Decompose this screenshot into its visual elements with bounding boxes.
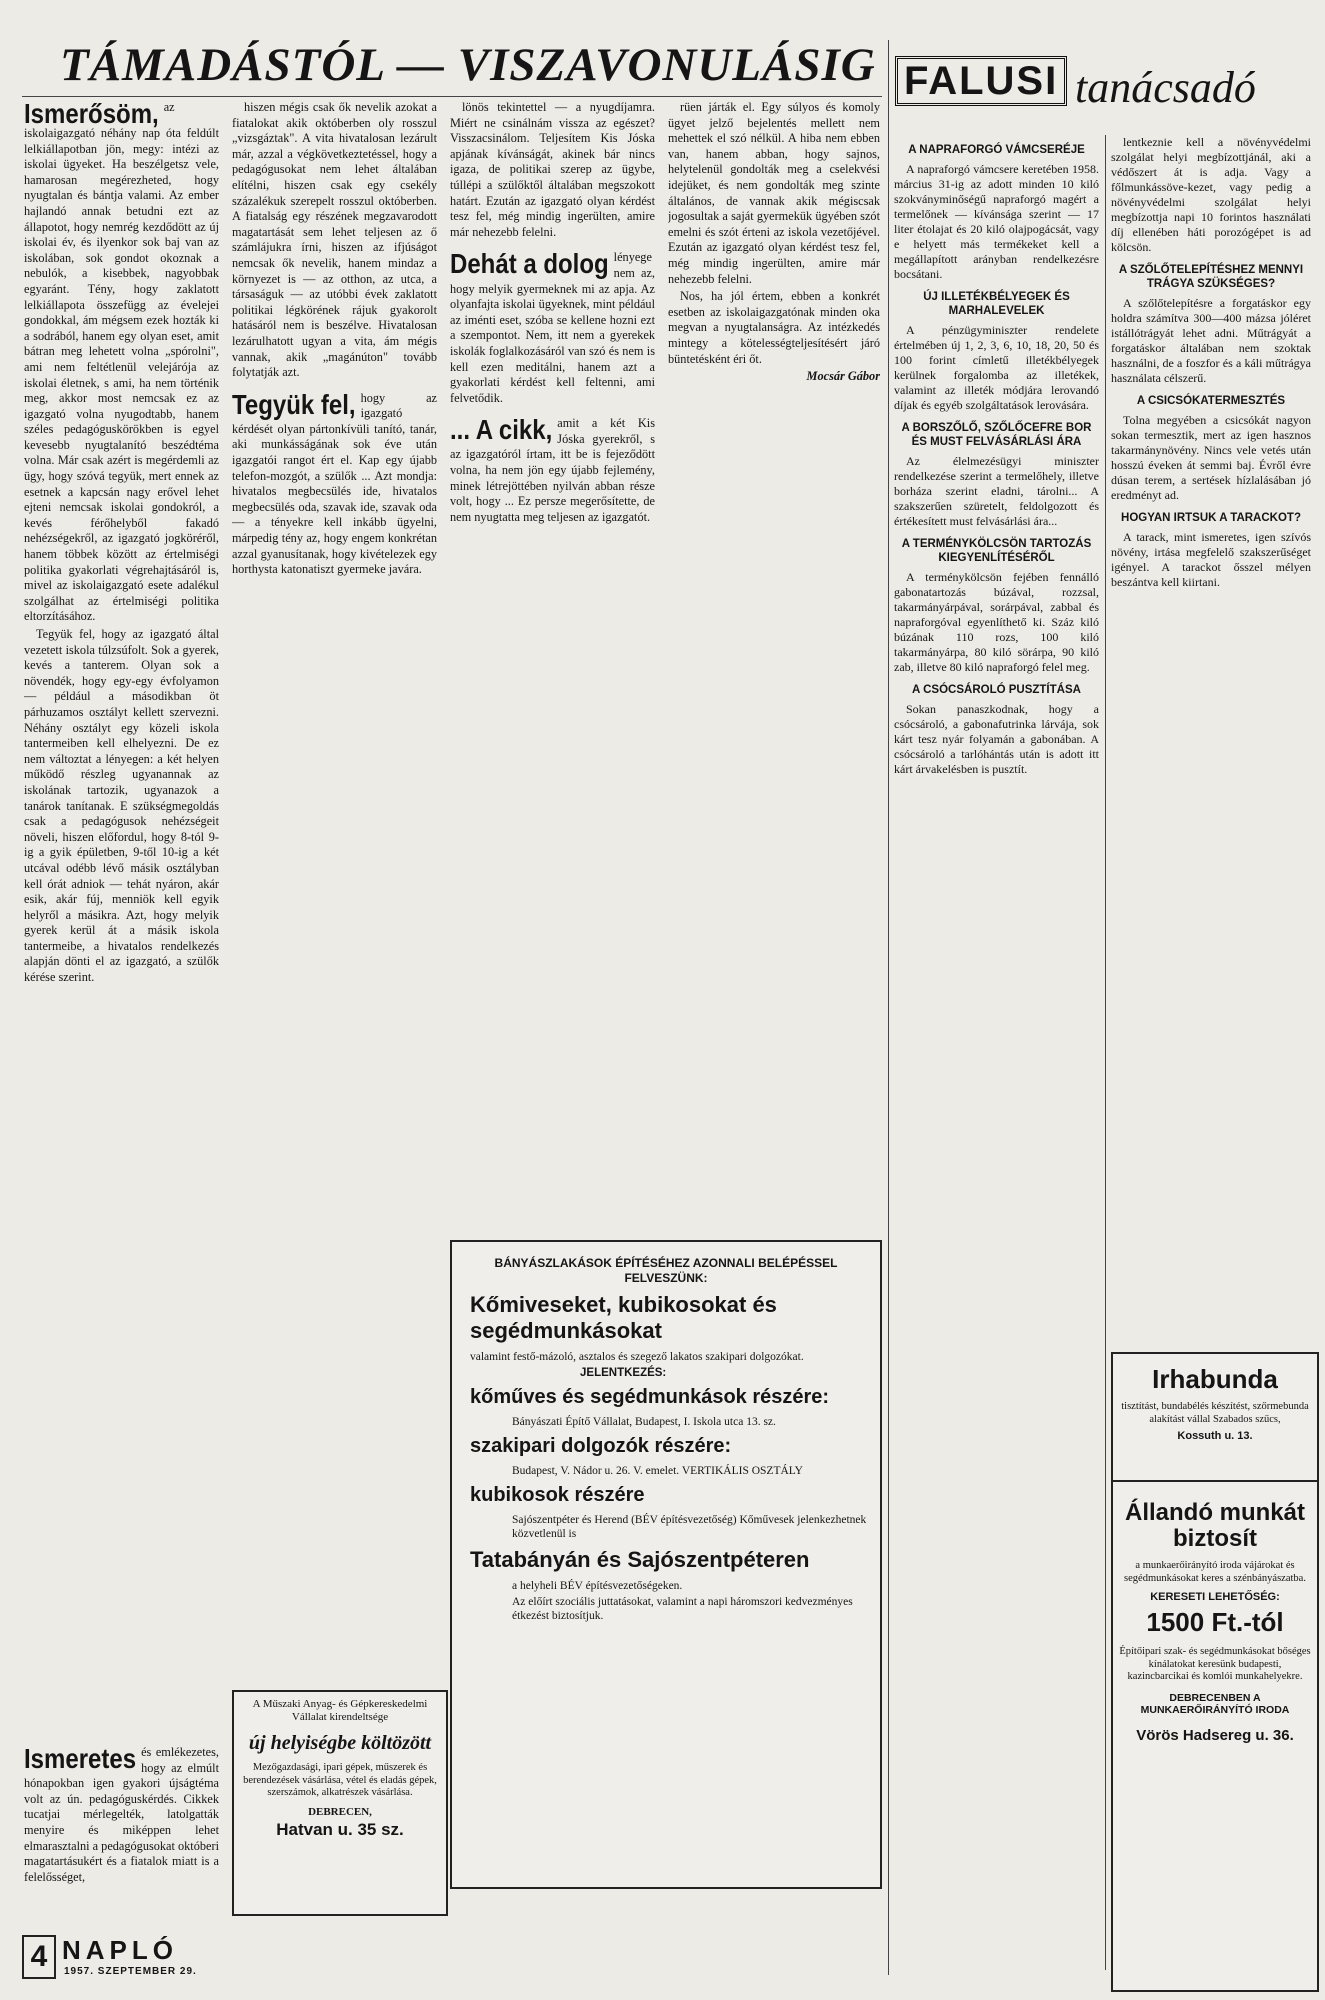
lead-word: Tegyük fel, [232, 389, 356, 421]
ad-heading: Állandó munkát [1124, 1499, 1305, 1526]
ad-heading: szakipari dolgozók részére: [470, 1435, 732, 1457]
section-logo-falusi: FALUSI [895, 56, 1067, 106]
section-text: A pénzügyminiszter rendelete értelmében új 1, 2, 3, 6, 10, 18, 20, 50 és 100 forint címletű illetékbélyegek kerülnek forgalomba az illetékek, valamint az illeték módjára lerovandó díjak és egyéb szolgáltatások lerovására. [894, 323, 1099, 412]
ad-address: Kossuth u. 13. [1177, 1430, 1253, 1442]
article-paragraph: hogy az igazgató kérdését olyan pártonkívüli tanító, tanár, aki munkásságának sok éve után igazgatói rangot ért el. Kap egy újabb telefon-mozgót, a szülők ... Azt mondja: hivatalos megbecsülés ide, hivatalos megbecsülés oda, szavak ide, szavak oda — a tényekre kell inkább ügyelni, márpedig tény az, hogy engem konkrétan azzal gyanusítanak, hogy kivételezek egy horthysta katonatiszt gyermeke javára. [232, 390, 437, 577]
ad-amount: 1500 Ft.-tól [1146, 1607, 1284, 1637]
ad-text: Bányászati Építő Vállalat, Budapest, I. Iskola utca 13. sz. [512, 1416, 776, 1428]
article-paragraph: amit a két Kis Jóska gyerekről, s az igazgatóról írtam, itt be is fejeződött volna, ha nem jön egy újabb fejlemény, minek létrejöttében nyilván abban része volt, hogy ... Ez persze megerősítette, de nem nyugtatta meg teljesen az igazgatót. [450, 416, 655, 524]
ad-text: A Műszaki Anyag- és Gépkereskedelmi Vállalat kirendeltsége [252, 1698, 428, 1723]
ad-text: Építőipari szak- és segédmunkásokat bőséges kínálatokat keresünk budapesti, kazincbarcikai és komlói munkahelyekre. [1119, 1646, 1311, 1682]
article-paragraph: az iskolaigazgató néhány nap óta feldúlt lelkiállapotban jön, megy: intézi az iskolai ügyeket. Ha beszélgetsz vele, hamarosan megérezheted, hogy nyugtalan és bántja valami. Az ember hajlandó annak betudni ezt az állapotot, hogy nemrég kezdődött az új iskolai év, és ilyenkor sok baj van az iskolában, sok gondot okoznak a nebulók, a kisebbek, nagyobbak egyaránt. Tény, hogy zaklatott lelkiállapota összefügg az évelejei gondokkal, ám mégsem ezek hozták ki a sodrából, hanem egy olyan eset, amit bátran meg lehetett volna „spórolni", ami nem feltétlenül velejárója az iskolai életnek, s ami, ha nem történik meg, akkor most nemcsak ez az igazgató volna nyugodtabb, hanem széles pedagóguskörökben is egyel kevesebb nyugtalanító beszédtéma volna. Már csak azért is megérdemli az ügy, hogy szóvá tegyük, mert ennek az esetnek a kapcsán nagy erővel lehet ejteni nemcsak iskolai gondokról, a kevés férőhelyből fakadó nehézségekről, az igazgató jogköréről, hanem többek között az értelmiségi politika gyakorlati végrehajtásáról is, mivel az iskolaigazgató esete adalékul szolgálhat az értelmiségi politika eltorzításához. [24, 100, 219, 624]
article-ismeretes [24, 1745, 219, 1925]
ad-text: Az előírt szociális juttatásokat, valamint a napi háromszori kedvezményes étkezést biztosítjuk. [512, 1596, 853, 1622]
section-title: A TERMÉNYKÖLCSÖN TARTOZÁS KIEGYENLÍTÉSÉRŐL [901, 538, 1092, 564]
ad-banya [450, 1240, 882, 1889]
section-title: A NAPRAFORGÓ VÁMCSERÉJE [908, 144, 1085, 156]
ad-address: Hatvan u. 35 sz. [276, 1819, 404, 1839]
article-column-2 [232, 100, 437, 1820]
section-title: HOGYAN IRTSUK A TARACKOT? [1121, 512, 1301, 524]
section-text: A tarack, mint ismeretes, igen szívós növény, irtása megfelelő szakszerűséget igényel. A tarackot ősszel mélyen beszántva kell kiirtani. [1111, 530, 1311, 589]
issue-date: 1957. SZEPTEMBER 29. [64, 1966, 197, 1977]
ad-allando [1111, 1480, 1319, 1992]
article-paragraph: lönös tekintettel — a nyugdíjamra. Miért ne csinálnám vissza az egészet? Visszacsinálom. Teljesítem Kis Jóska apjának kívánságát, akinek bár nincs igaza, de politikai szerep az ügybe, túllépi a szülőktől általában megszokott határt. Ezután az igazgató olyan kérdést tesz fel, még mindig ingerülten, amire már nehezebb felelni. [450, 100, 655, 239]
ad-text: valamint festő-mázoló, asztalos és szegező lakatos szakipari dolgozókat. [470, 1351, 804, 1363]
ad-muszaki [232, 1690, 448, 1916]
article-paragraph: és emlékezetes, hogy az elmúlt hónapokban igen gyakori újságtéma volt az ún. pedagóguskérdés. Cikkek tucatjai mérlegelték, latolgatták menyire és miképpen lehet elmarasztalni a pedagógusokat októberi magatartásukért és a fiatalok miatt is a felelősséget, [24, 1745, 219, 1884]
ad-text: DEBRECENBEN A MUNKAERŐIRÁNYÍTÓ IRODA [1140, 1691, 1290, 1716]
section-text: A terménykölcsön fejében fennálló gabonatartozás búzával, rozzsal, takarmányárpával, sorárpával, zabbal és napraforgóval egyenlíthető ki. Száz kiló búzának 110 rozs, 100 kiló takarmányárpa, 80 kiló sörárpa, 90 kiló zab, illetve 80 kiló napraforgó felel meg. [894, 570, 1099, 674]
ad-text: Mezőgazdasági, ipari gépek, műszerek és berendezések vásárlása, vétel és eladás gépek, szerszámok, alkatrészek vásárlása. [243, 1762, 437, 1798]
article-paragraph: rüen járták el. Egy súlyos és komoly ügyet jelző bejelentés mellett nem mehettek el szó nélkül. A hiba nem ebben van, hanem abban, hogy sajnos, helytelenül gondolták meg a cselekvési idejüket, és nem gondolták meg szinte általános, de vannak akik mégiscsak jogosultak a saját gyermekük ügyében szót emelni és szót érteni az iskola vezetőjével. Ezután az igazgató olyan kérdést tesz fel, még mindig ingerülten, amire már nehezebb felelni. [668, 100, 880, 286]
ad-title: BÁNYÁSZLAKÁSOK ÉPÍTÉSÉHEZ AZONNALI BELÉPÉSSEL FELVESZÜNK: [494, 1256, 838, 1285]
article-headline: TÁMADÁSTÓL — VISZAVONULÁSIG [60, 39, 876, 91]
ad-text: Sajószentpéter és Herend (BÉV építésvezetőség) Kőművesek jelenkezhetnek közvetlenül is [512, 1514, 867, 1540]
column-rule [1105, 135, 1106, 1970]
section-title: A SZŐLŐTELEPÍTÉSHEZ MENNYI TRÁGYA SZÜKSÉGES? [1118, 264, 1304, 290]
author-signature: Mocsár Gábor [806, 369, 880, 384]
article-column-1 [24, 100, 219, 1740]
section-text: A szőlőtelepítésre a forgatáskor egy holdra számítva 300—400 mázsa jóléret istállótrágyát lehet adni. Műtrágyát a forgatáskor általában nem szoktak használni, de a foszfor és a káli műtrágya használata célszerű. [1111, 296, 1311, 385]
ad-text: Budapest, V. Nádor u. 26. V. emelet. VERTIKÁLIS OSZTÁLY [512, 1465, 803, 1477]
tanacsado-column-1 [894, 135, 1099, 1975]
article-paragraph: Nos, ha jól értem, ebben a konkrét esetben az iskolaigazgatónak minden oka megvan a nyugtalanságra. Az intézkedés mintegy a kötelességteljesítésért járó büntetésként éri őt. [668, 289, 880, 366]
ad-irhabunda [1111, 1352, 1319, 1484]
section-title: A CSÓCSÁROLÓ PUSZTÍTÁSA [912, 684, 1081, 696]
section-title: A BORSZŐLŐ, SZŐLŐCEFRE BOR ÉS MUST FELVÁSÁRLÁSI ÁRA [901, 422, 1092, 448]
lead-word: Dehát a dolog [450, 249, 609, 281]
ad-heading: kubikosok részére [470, 1484, 645, 1506]
column-rule [888, 40, 889, 1975]
lead-word: Ismeretes [24, 1745, 137, 1775]
headline-rule [22, 96, 882, 97]
ad-text: tisztítást, bundabélés készítést, szőrmebunda alakítást vállal Szabados szűcs, [1121, 1401, 1309, 1425]
ad-heading: Kőmiveseket, kubikosokat és segédmunkásokat [470, 1292, 777, 1343]
section-title: A CSICSÓKATERMESZTÉS [1136, 395, 1286, 407]
section-title: ÚJ ILLETÉKBÉLYEGEK ÉS MARHALEVELEK [923, 291, 1070, 317]
ad-heading: Tatabányán és Sajószentpéteren [470, 1547, 810, 1572]
ad-city: DEBRECEN, [308, 1805, 372, 1818]
ad-address: Vörös Hadsereg u. 36. [1136, 1726, 1294, 1744]
paper-name: NAPLÓ [62, 1935, 178, 1965]
page-number: 4 [22, 1935, 56, 1979]
ad-text: KERESETI LEHETŐSÉG: [1150, 1591, 1280, 1603]
ad-text: a munkaerőirányító iroda vájárokat és segédmunkásokat keres a szénbányászatba. [1124, 1560, 1306, 1584]
ad-heading: új helyiségbe költözött [248, 1732, 432, 1754]
section-text: lentkeznie kell a növényvédelmi szolgálat helyi megbízottjánál, aki a védőszert át is adja. Vagy a főlmunkássöve-kezet, vagy pedig a növényvédelmi szolgálat helyi megbízottja napi 10 forintos használati díj ellenében háti porozógépet is ad kölcsön. [1111, 135, 1311, 254]
ad-text: JELENTKEZÉS: [580, 1367, 667, 1379]
ad-text: a helyheli BÉV építésvezetőségeken. [512, 1580, 683, 1592]
section-text: Az élelmezésügyi miniszter rendelkezése szerint a termelőhely, illetve borháza szerint eladni, tárolni... A szakszerűen szüretelt, feldolgozott és értékesített must felvásárlási ára... [894, 454, 1099, 528]
lead-word: ... A cikk, [450, 415, 553, 447]
article-column-3 [450, 100, 655, 1235]
section-text: Sokan panaszkodnak, hogy a csócsároló, a gabonafutrinka lárvája, sok kárt tesz nyár folyamán a gabonában. A csócsároló a tarlóhántás után is adott itt kárt árvakelésben is pusztít. [894, 702, 1099, 776]
lead-word: Ismerősöm, [24, 100, 159, 130]
section-text: Tolna megyében a csicsókát nagyon sokan termesztik, mert az igen hasznos takarmánynövény. Nincs vele vetés után hosszú éveken át semmi baj. Évről évre dúsan terem, a sertések hízlalásában jó eredményt ad. [1111, 413, 1311, 502]
ad-heading: Irhabunda [1152, 1364, 1278, 1394]
section-logo-tanacsado: tanácsadó [1075, 63, 1256, 112]
ad-heading: biztosít [1173, 1525, 1257, 1552]
article-paragraph: hiszen mégis csak ők nevelik azokat a fiatalokat akik októberben oly rosszul „vizsgáztak". A vita hivatalosan lezárult már, azzal a végkövetkeztetéssel, hogy a pedagógusokat nem lehet általában elítélni, hiszen csak egy csekély százalékuk szerepelt rosszul októberben. A fiatalság egy részének megzavarodott magatartását sem lehet teljesen az ő számlájukra írni, hiszen az ifjúságot nemcsak ők nevelik, hanem mindaz a környezet is — az otthon, az utca, a társaságuk — az utóbbi évek zaklatott politikai légkörének rájuk gyakorolt hatásáról nem is beszélve. Hivatalosan lezárulhatott ugyan a vita, ám mégis vannak, akik „magánúton" tovább folytatják azt. [232, 100, 437, 380]
ad-heading: kőműves és segédmunkások részére: [470, 1386, 830, 1408]
tanacsado-column-2 [1111, 135, 1311, 1345]
section-text: A napraforgó vámcsere keretében 1958. március 31-ig az adott minden 10 kiló szokványminőségű napraforgó magért a termelőnek — kívánsága szerint — 17 liter étolajat és 20 kiló olajpogácsát, vagy e helyett más termékeket kell a megállapított arányban rendelkezésre bocsátani. [894, 162, 1099, 281]
article-column-4 [668, 100, 880, 1235]
article-paragraph: Tegyük fel, hogy az igazgató által vezetett iskola túlzsúfolt. Sok a gyerek, kevés a tanterem. Olyan sok a növendék, hogy egy-egy évfolyamon — például a másodikban öt párhuzamos osztályt kellett szervezni. Néhány osztályt egy közeli iskola tantermeiben kell elhelyezni. De ez nem változtat a lényegen: a két helyen működő részleg ugyanannak az iskolának tartozik, ugyanazok a tanárok tanítanak. E szükségmegoldás csak a pedagógusok nehézségeit növeli, hiszen előfordul, hogy 8-tól 9-ig a gyik épületben, 9-től 10-ig a két utcával odébb lévő másik osztályban kell órát adniok — tehát nyáron, akár esik, akár fúj, menniök kell egyik helyről a másikra. Azt, hogy melyik gyerek kerül át a másik iskola tantermeibe, a hivatalos rendelkezés alapján dönti el az igazgató, a szülők kérése szerint. [24, 627, 219, 985]
article-paragraph: lényege nem az, hogy melyik gyermeknek mi az apja. Az olyanfajta iskolai ügyeknek, mint például az iménti eset, szóba se kellene hozni ezt a szempontot. Nem, itt nem a gyerekek iskolák foglalkozásáról van szó és nem is kell ezen meditálni, hanem azt a gyakorlati kérdést kell feltenni, ami felvetődik. [450, 250, 655, 405]
